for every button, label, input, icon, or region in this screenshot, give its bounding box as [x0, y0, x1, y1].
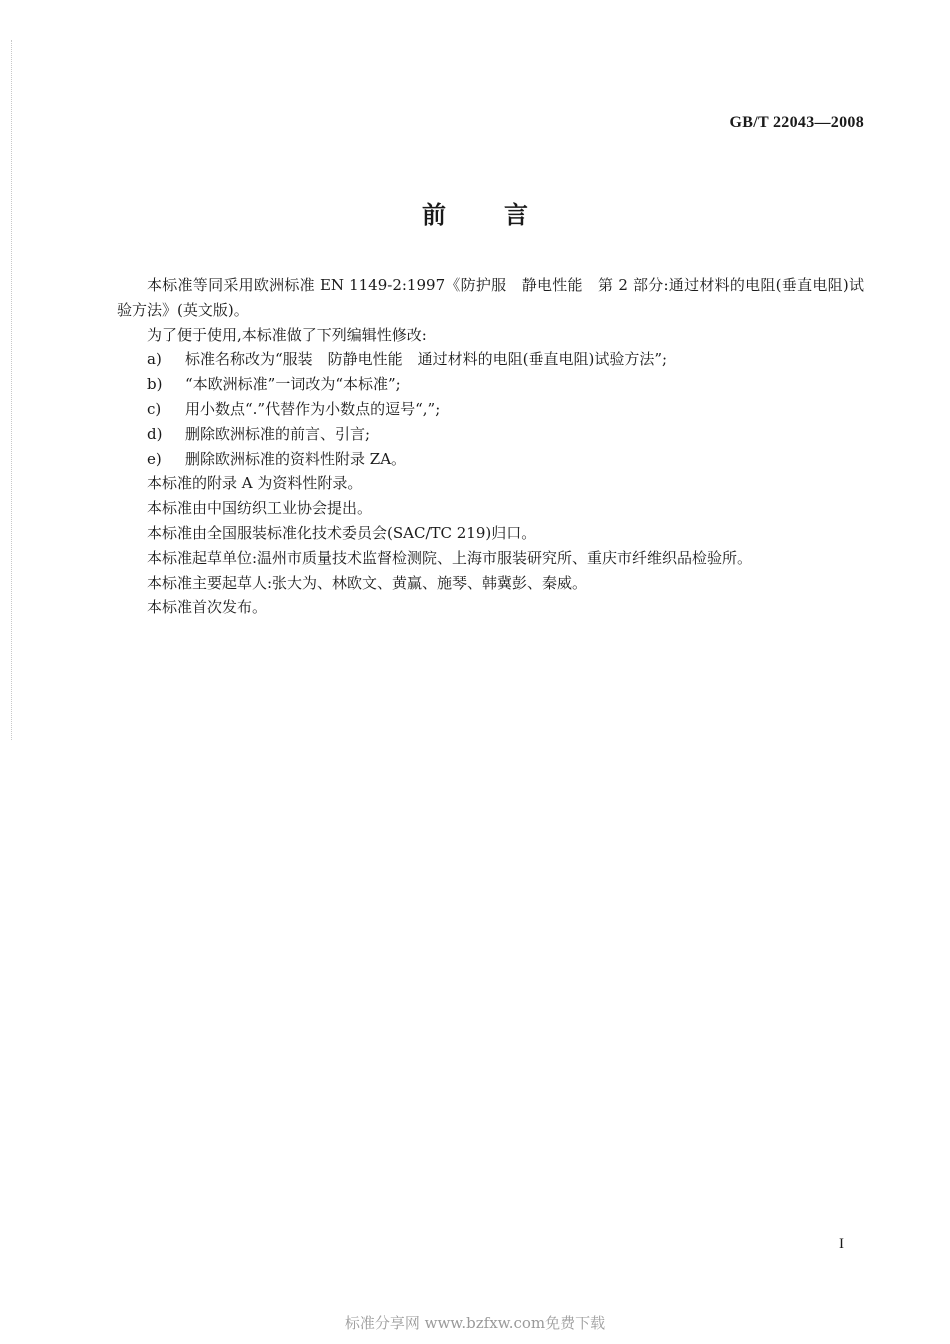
edits-intro: 为了便于使用,本标准做了下列编辑性修改:: [147, 325, 427, 344]
foreword-body: [117, 273, 864, 620]
committee-statement: 本标准由全国服装标准化技术委员会(SAC/TC 219)归口。: [147, 523, 537, 542]
list-item: [117, 447, 864, 472]
list-item: [117, 372, 864, 397]
annex-statement: 本标准的附录 A 为资料性附录。: [147, 474, 363, 493]
drafting-units-statement: 本标准起草单位:温州市质量技术监督检测院、上海市服装研究所、重庆市纤维织品检验所。: [147, 548, 753, 567]
list-item-text: 删除欧洲标准的前言、引言;: [185, 424, 371, 443]
scan-edge-line: [11, 40, 13, 740]
page-number: I: [839, 1236, 844, 1252]
first-release-statement: 本标准首次发布。: [147, 598, 268, 617]
list-item-text: 标准名称改为“服装 防静电性能 通过材料的电阻(垂直电阻)试验方法”;: [185, 350, 668, 369]
list-item-mark: c): [147, 399, 162, 418]
proposer-statement: 本标准由中国纺织工业协会提出。: [147, 499, 373, 518]
list-item: [117, 422, 864, 447]
page-title: 前言: [422, 200, 586, 229]
drafters-statement: 本标准主要起草人:张大为、林欧文、黄赢、施琴、韩冀彭、秦威。: [147, 573, 588, 592]
standard-code: GB/T 22043—2008: [729, 114, 864, 131]
list-item-mark: d): [147, 424, 163, 443]
list-item-mark: e): [147, 449, 162, 468]
watermark: 标准分享网 www.bzfxw.com免费下载: [344, 1314, 606, 1332]
list-item-text: “本欧洲标准”一词改为“本标准”;: [185, 375, 401, 394]
edit-list: [117, 347, 864, 471]
list-item-mark: a): [147, 350, 162, 369]
list-item: [117, 397, 864, 422]
list-item: [117, 347, 864, 372]
list-item-mark: b): [147, 375, 163, 394]
adoption-paragraph: 本标准等同采用欧洲标准 EN 1149-2:1997《防护服 静电性能 第 2 部分:通过材料的电阻(垂直电阻)试验方法》(英文版)。: [117, 276, 864, 319]
list-item-text: 删除欧洲标准的资料性附录 ZA。: [185, 449, 407, 468]
list-item-text: 用小数点“.”代替作为小数点的逗号“,”;: [185, 399, 441, 418]
